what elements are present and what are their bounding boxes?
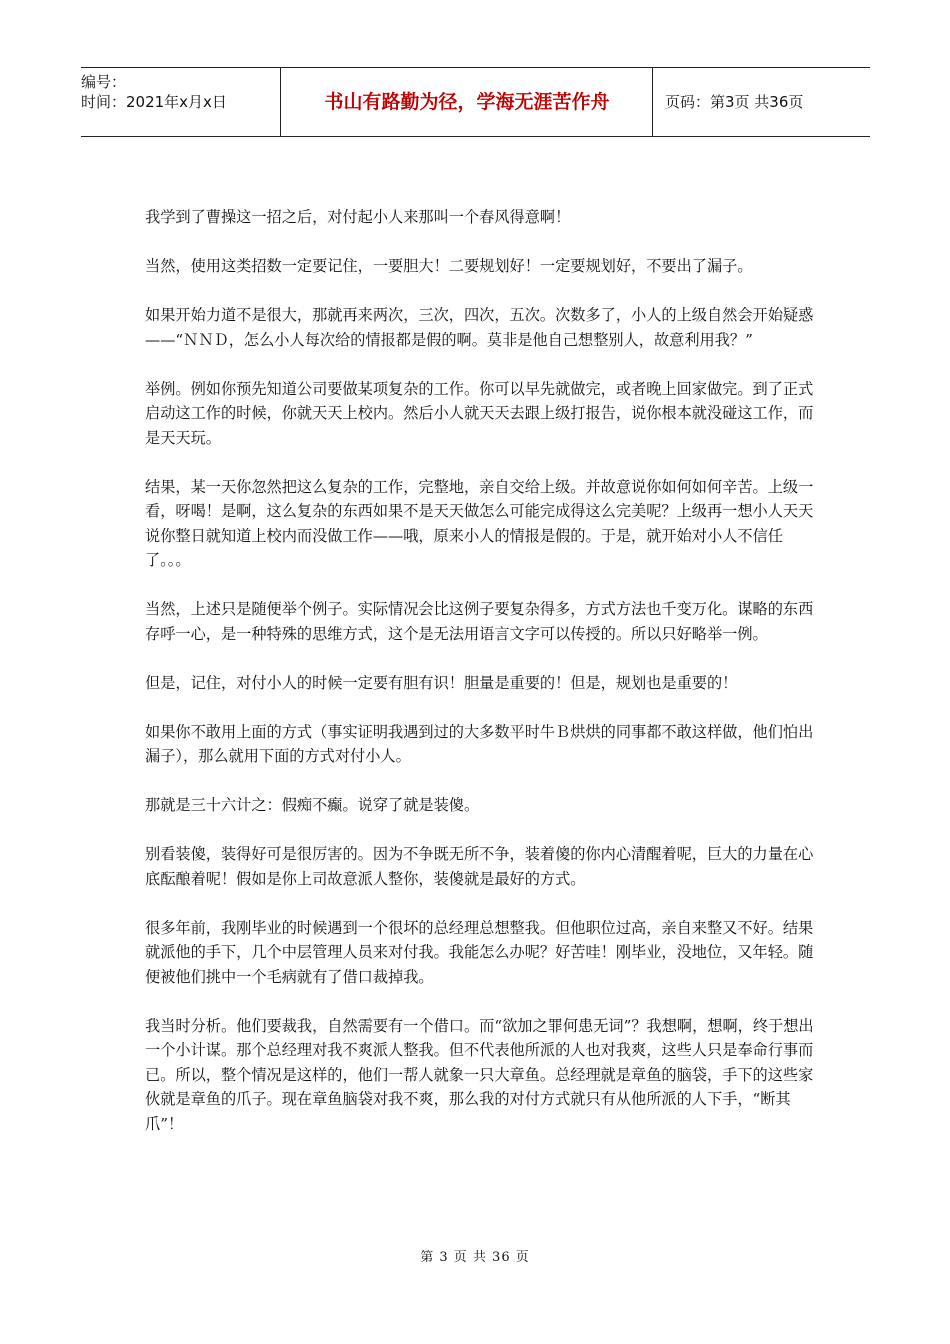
paragraph: 我当时分析。他们要裁我，自然需要有一个借口。而“欲加之罪何患无词”？我想啊，想啊，终于想出一个小计谋。那个总经理对我不爽派人整我。但不代表他所派的人也对我爽，这些人只是奉命行事而已。所以，整个情况是这样的，他们一帮人就象一只大章鱼。总经理就是章鱼的脑袋，手下的这些家伙就是章鱼的爪子。现在章鱼脑袋对我不爽，那么我的对付方式就只有从他所派的人下手，“断其爪”！ [145,1016,814,1133]
paragraph: 但是，记住，对付小人的时候一定要有胆有识！胆量是重要的！但是，规划也是重要的！ [145,673,738,692]
paragraph: 如果开始力道不是很大，那就再来两次，三次，四次，五次。次数多了，小人的上级自然会开始疑惑——“ＮＮＤ，怎么小人每次给的情报都是假的啊。莫非是他自己想整别人，故意利用我？” [145,306,814,349]
date-line: 时间：2021年x月x日 [81,93,227,111]
document-body [145,205,815,1161]
paragraph: 举例。例如你预先知道公司要做某项复杂的工作。你可以早先就做完，或者晚上回家做完。到了正式启动这工作的时候，你就天天上校内。然后小人就天天去跟上级打报告，说你根本就没碰这工作，而是天天玩。 [145,379,814,447]
header-motto: 书山有路勤为径，学海无涯苦作舟 [282,68,653,136]
paragraph: 如果你不敢用上面的方式（事实证明我遇到过的大多数平时牛Ｂ烘烘的同事都不敢这样做，他们怕出漏子），那么就用下面的方式对付小人。 [145,722,814,765]
paragraph: 我学到了曹操这一招之后，对付起小人来那叫一个春风得意啊！ [145,208,571,226]
page-header [81,67,870,137]
paragraph: 很多年前，我刚毕业的时候遇到一个很坏的总经理总想整我。但他职位过高，亲自来整又不好。结果就派他的手下，几个中层管理人员来对付我。我能怎么办呢？好苦哇！刚毕业，没地位，又年轻。随便被他们挑中一个毛病就有了借口裁掉我。 [145,918,814,986]
paragraph: 当然，使用这类招数一定要记住，一要胆大！二要规划好！一定要规划好，不要出了漏子。 [145,257,753,275]
number-label: 编号： [81,73,127,91]
paragraph: 那就是三十六计之：假痴不癫。说穿了就是装傻。 [145,796,480,814]
paragraph: 结果，某一天你忽然把这么复杂的工作，完整地，亲自交给上级。并故意说你如何如何辛苦。上级一看，呀喝！是啊，这么复杂的东西如果不是天天做怎么可能完成得这么完美呢？上级再一想小人天天说你整日就知道上校内而没做工作——哦，原来小人的情报是假的。于是，就开始对小人不信任了。。。 [145,477,814,569]
paragraph: 当然，上述只是随便举个例子。实际情况会比这例子要复杂得多，方式方法也千变万化。谋略的东西存呼一心，是一种特殊的思维方式，这个是无法用语言文字可以传授的。所以只好略举一例。 [145,600,814,643]
page-footer: 第 3 页 共 36 页 [420,1250,530,1265]
header-meta [81,68,281,136]
header-page-info: 页码：第3页 共36页 [665,93,804,111]
paragraph: 别看装傻，装得好可是很厉害的。因为不争既无所不争，装着傻的你内心清醒着呢，巨大的力量在心底酝酿着呢！假如是你上司故意派人整你，装傻就是最好的方式。 [145,845,814,888]
